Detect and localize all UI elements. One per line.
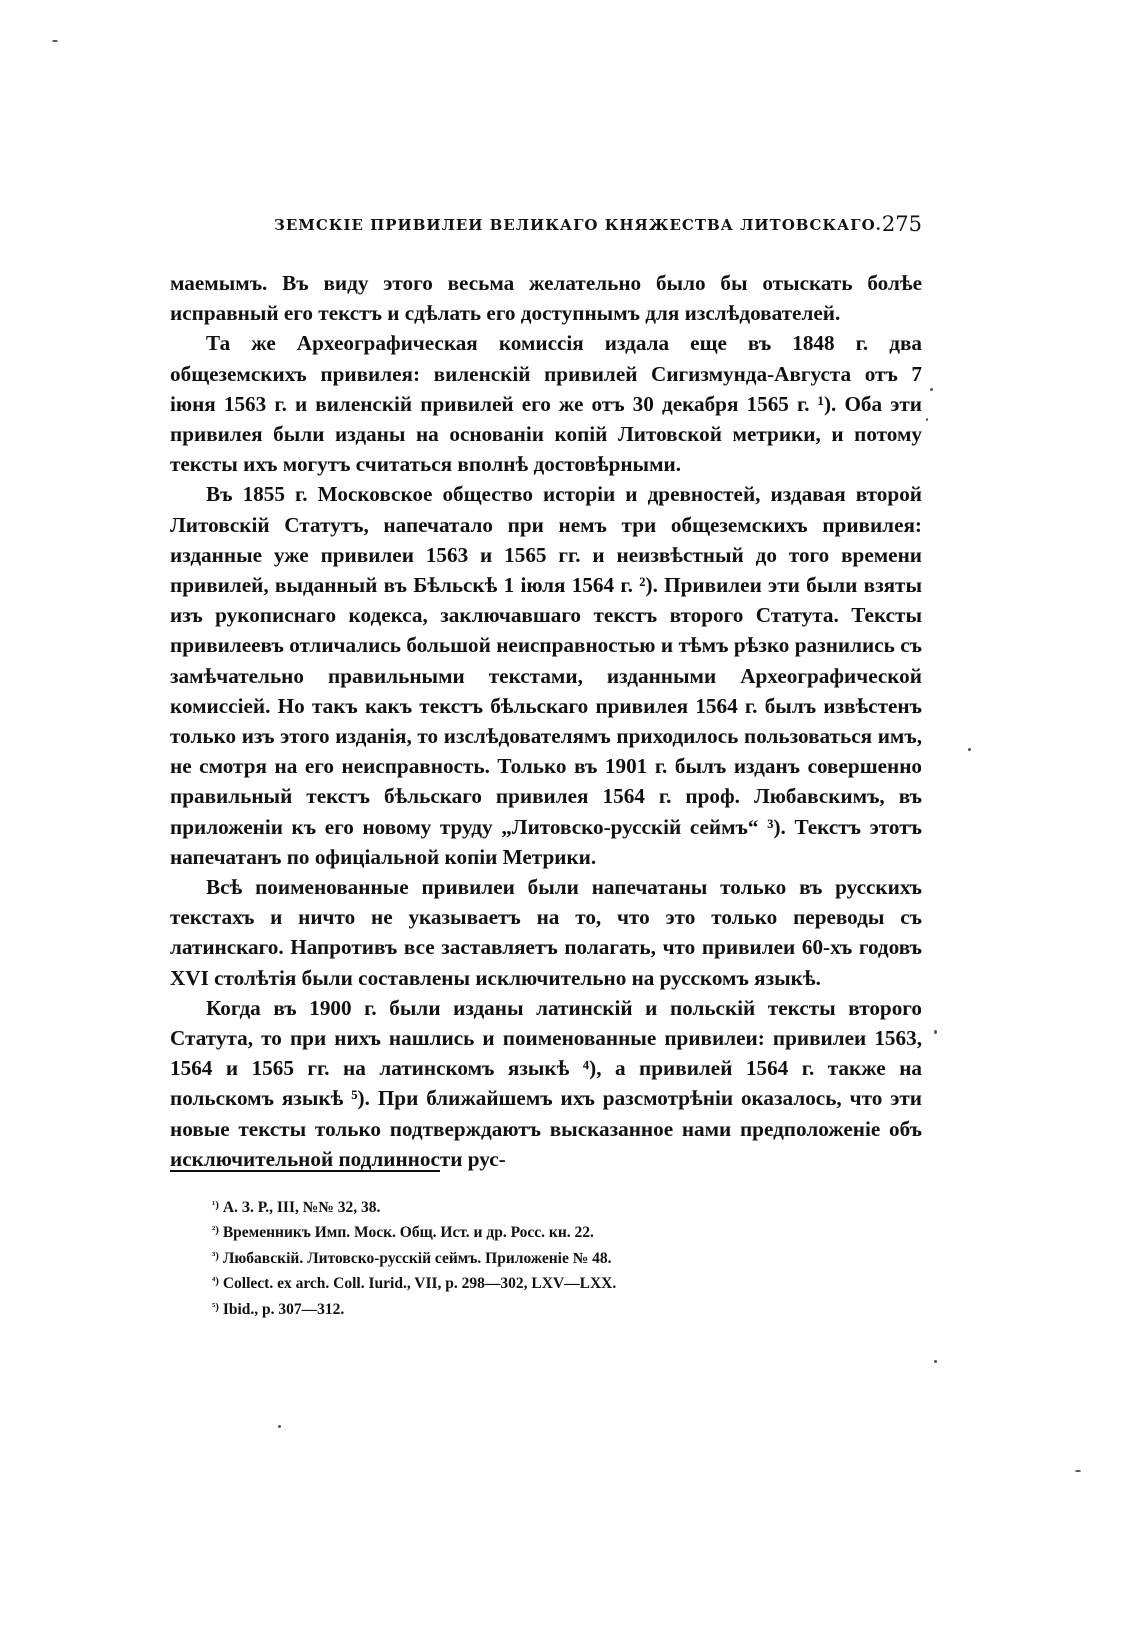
paragraph-5: Когда въ 1900 г. были изданы латинскій и польскій тексты второго Статута, то при нихъ нашлись и поименованные привилеи: привилеи 1563, 1564 и 1565 гг. на латинскомъ языкѣ ⁴), а привилей 1564 г. также на польскомъ языкѣ ⁵). При ближайшемъ ихъ разсмотрѣніи оказалось, что эти новые тексты только подтверждаютъ высказанное нами предположеніе объ исключительной подлинности рус-: [170, 995, 922, 1171]
footnote-text: Любавскій. Литовско-русскій сеймъ. Приложеніе № 48.: [222, 1249, 612, 1267]
running-title: ЗЕМСКІЕ ПРИВИЛЕИ ВЕЛИКАГО КНЯЖЕСТВА ЛИТОВСКАГО.: [274, 216, 882, 234]
footnote-text: Collect. ex arch. Coll. Iurid., VII, p. 298—302, LXV—LXX.: [222, 1275, 617, 1293]
footnote-text: А. З. Р., III, №№ 32, 38.: [222, 1199, 381, 1216]
footnotes: [212, 1194, 862, 1321]
scan-speck: [930, 388, 933, 391]
paragraph-3: Въ 1855 г. Московское общество исторіи и древностей, издавая второй Литовскій Статутъ, напечатало при немъ три общеземскихъ привилея: изданные уже привилеи 1563 и 1565 гг. и неизвѣстный до того времени привилей, выданный въ Бѣльскѣ 1 іюля 1564 г. ²). Привилеи эти были взяты изъ рукописнаго кодекса, заключавшаго текстъ второго Статута. Тексты привилеевъ отличались большой неисправностью и тѣмъ рѣзко разнились съ замѣчательно правильными текстами, изданными Археографической комиссіей. Но такъ какъ текстъ бѣльскаго привилея 1564 г. былъ извѣстенъ только изъ этого изданія, то изслѣдователямъ приходилось пользоваться имъ, не смотря на его неисправность. Только въ 1901 г. былъ изданъ совершенно правильный текстъ бѣльскаго привилея 1564 г. проф. Любавскимъ, въ приложеніи къ его новому труду „Литовско-русскій сеймъ“ ³). Текстъ этотъ напечатанъ по офиціальной копіи Метрики.: [170, 482, 922, 869]
footnote-mark: ²): [212, 1224, 219, 1237]
scan-speck: [926, 418, 928, 421]
scan-speck: [278, 1425, 281, 1428]
scan-speck: [934, 1360, 937, 1363]
scan-speck: [52, 40, 58, 42]
scan-speck: [1075, 1470, 1081, 1472]
paragraph-1: маемымъ. Въ виду этого весьма желательно было бы отыскать болѣе исправный его текстъ и сдѣлать его доступнымъ для изслѣдователей.: [170, 271, 922, 326]
footnote-5: [212, 1296, 862, 1321]
footnote-mark: ¹): [212, 1199, 219, 1211]
footnote-1: [212, 1194, 862, 1219]
footnote-3: [212, 1245, 862, 1270]
footnote-2: [212, 1219, 862, 1244]
footnote-mark: ⁵): [212, 1300, 219, 1313]
footnote-4: [212, 1270, 862, 1295]
page-header: [170, 212, 922, 242]
paragraph-2: Та же Археографическая комиссія издала еще въ 1848 г. два общеземскихъ привилея: виленскій привилей Сигизмунда-Августа отъ 7 іюня 1563 г. и виленскій привилей его же отъ 30 декабря 1565 г. ¹). Оба эти привилея были изданы на основаніи копій Литовской метрики, и потому тексты ихъ могутъ считаться вполнѣ достовѣрными.: [170, 331, 922, 477]
body-text: [170, 268, 922, 1174]
footnote-rule: [170, 1170, 440, 1172]
footnote-mark: ³): [212, 1249, 219, 1262]
page-number: 275: [881, 212, 922, 236]
footnote-text: Временникъ Имп. Моск. Общ. Ист. и др. Росс. кн. 22.: [222, 1224, 594, 1242]
scan-speck: [968, 748, 971, 751]
footnote-text: Ibid., p. 307—312.: [222, 1300, 345, 1318]
footnote-mark: ⁴): [212, 1275, 219, 1288]
scan-speck: [934, 1030, 937, 1034]
paragraph-4: Всѣ поименованные привилеи были напечатаны только въ русскихъ текстахъ и ничто не указываетъ на то, что это только переводы съ латинскаго. Напротивъ все заставляетъ полагать, что привилеи 60-хъ годовъ XVI столѣтія были составлены исключительно на русскомъ языкѣ.: [170, 875, 922, 990]
